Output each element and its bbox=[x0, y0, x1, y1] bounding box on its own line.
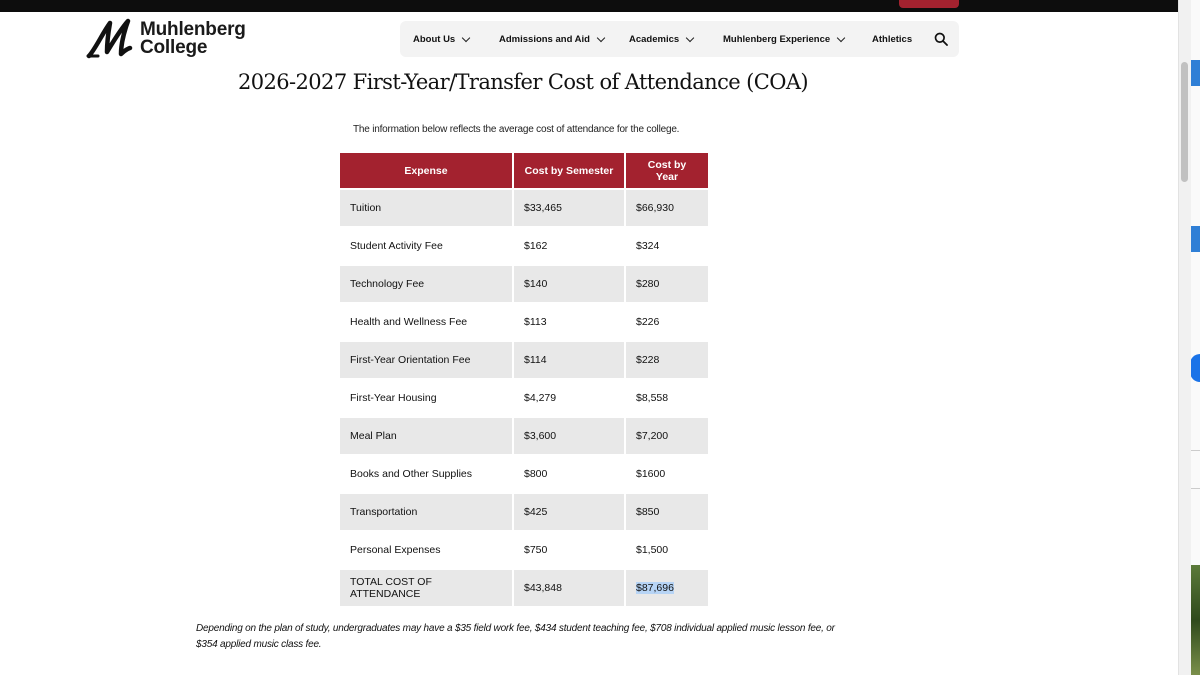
divider bbox=[1190, 450, 1200, 451]
cost-of-attendance-table bbox=[338, 151, 710, 608]
table-row bbox=[340, 304, 708, 340]
semester-cost-cell: $3,600 bbox=[514, 418, 624, 454]
year-cost-cell: $280 bbox=[626, 266, 708, 302]
table-row bbox=[340, 190, 708, 226]
top-action-button[interactable] bbox=[899, 0, 959, 8]
nav-item-about-us[interactable] bbox=[413, 21, 469, 57]
expense-cell: First-Year Orientation Fee bbox=[340, 342, 512, 378]
expense-cell: First-Year Housing bbox=[340, 380, 512, 416]
nav-item-label: Athletics bbox=[872, 33, 913, 45]
year-cost-cell: $324 bbox=[626, 228, 708, 264]
nav-item-label: Academics bbox=[629, 33, 680, 45]
nav-item-admissions-and-aid[interactable] bbox=[499, 21, 604, 57]
adjacent-window-image bbox=[1190, 565, 1200, 675]
year-cost-cell: $1600 bbox=[626, 456, 708, 492]
nav-item-athletics[interactable] bbox=[872, 21, 912, 57]
table-row bbox=[340, 342, 708, 378]
table-row bbox=[340, 532, 708, 568]
expense-cell: Tuition bbox=[340, 190, 512, 226]
year-cost-cell: $850 bbox=[626, 494, 708, 530]
table-row bbox=[340, 266, 708, 302]
footnote: Depending on the plan of study, undergraduates may have a $35 field work fee, $434 student teaching fee, $708 individual applied music lesson fee, or $354 applied music class fee. bbox=[196, 623, 835, 650]
expense-cell: Student Activity Fee bbox=[340, 228, 512, 264]
semester-cost-cell: $425 bbox=[514, 494, 624, 530]
chevron-down-icon bbox=[597, 33, 605, 41]
semester-cost-cell: $4,279 bbox=[514, 380, 624, 416]
selected-total-text[interactable]: $87,696 bbox=[636, 582, 674, 594]
year-cost-cell: $66,930 bbox=[626, 190, 708, 226]
expense-cell: Personal Expenses bbox=[340, 532, 512, 568]
nav-item-label: Muhlenberg Experience bbox=[723, 33, 831, 45]
table-row bbox=[340, 418, 708, 454]
table-row bbox=[340, 456, 708, 492]
browser-top-bar bbox=[0, 0, 1200, 12]
table-row bbox=[340, 380, 708, 416]
nav-item-muhlenberg-experience[interactable] bbox=[723, 21, 844, 57]
muhlenberg-m-icon bbox=[86, 18, 136, 60]
year-cost-cell: $8,558 bbox=[626, 380, 708, 416]
logo-line-2: College bbox=[140, 37, 208, 58]
main-navigation bbox=[400, 21, 959, 57]
column-header-cost-by-year: Cost by Year bbox=[626, 153, 708, 188]
semester-cost-cell: $162 bbox=[514, 228, 624, 264]
year-cost-cell: $226 bbox=[626, 304, 708, 340]
semester-cost-cell: $140 bbox=[514, 266, 624, 302]
expense-cell: Meal Plan bbox=[340, 418, 512, 454]
semester-cost-cell: $750 bbox=[514, 532, 624, 568]
intro-text: The information below reflects the average cost of attendance for the college. bbox=[353, 124, 680, 135]
year-cost-cell: $7,200 bbox=[626, 418, 708, 454]
search-icon[interactable] bbox=[934, 32, 948, 46]
expense-cell: TOTAL COST OF ATTENDANCE bbox=[340, 570, 512, 606]
expense-cell: Books and Other Supplies bbox=[340, 456, 512, 492]
page-title: 2026-2027 First-Year/Transfer Cost of Attendance (COA) bbox=[238, 70, 808, 94]
semester-cost-cell: $33,465 bbox=[514, 190, 624, 226]
expense-cell: Transportation bbox=[340, 494, 512, 530]
expense-cell: Health and Wellness Fee bbox=[340, 304, 512, 340]
table-row-total bbox=[340, 570, 708, 606]
year-cost-cell[interactable] bbox=[626, 570, 708, 606]
table-header-row bbox=[340, 153, 708, 188]
table-row bbox=[340, 228, 708, 264]
year-cost-cell: $1,500 bbox=[626, 532, 708, 568]
expense-cell: Technology Fee bbox=[340, 266, 512, 302]
nav-item-label: About Us bbox=[413, 33, 456, 45]
scrollbar-thumb[interactable] bbox=[1181, 62, 1188, 182]
year-cost-cell: $228 bbox=[626, 342, 708, 378]
chevron-down-icon bbox=[686, 33, 694, 41]
table-row bbox=[340, 494, 708, 530]
column-header-expense: Expense bbox=[340, 153, 512, 188]
chevron-down-icon bbox=[462, 33, 470, 41]
logo-wordmark bbox=[140, 21, 246, 57]
adjacent-window-button bbox=[1190, 354, 1200, 382]
semester-cost-cell: $114 bbox=[514, 342, 624, 378]
logo-line-1: Muhlenberg bbox=[140, 19, 246, 40]
column-header-cost-by-semester: Cost by Semester bbox=[514, 153, 624, 188]
adjacent-window-blue-block bbox=[1190, 60, 1200, 86]
nav-item-academics[interactable] bbox=[629, 21, 693, 57]
college-logo[interactable] bbox=[86, 18, 246, 60]
adjacent-window-blue-block bbox=[1190, 226, 1200, 252]
nav-item-label: Admissions and Aid bbox=[499, 33, 590, 45]
divider bbox=[1190, 488, 1200, 489]
chevron-down-icon bbox=[837, 33, 845, 41]
semester-cost-cell: $43,848 bbox=[514, 570, 624, 606]
semester-cost-cell: $800 bbox=[514, 456, 624, 492]
semester-cost-cell: $113 bbox=[514, 304, 624, 340]
